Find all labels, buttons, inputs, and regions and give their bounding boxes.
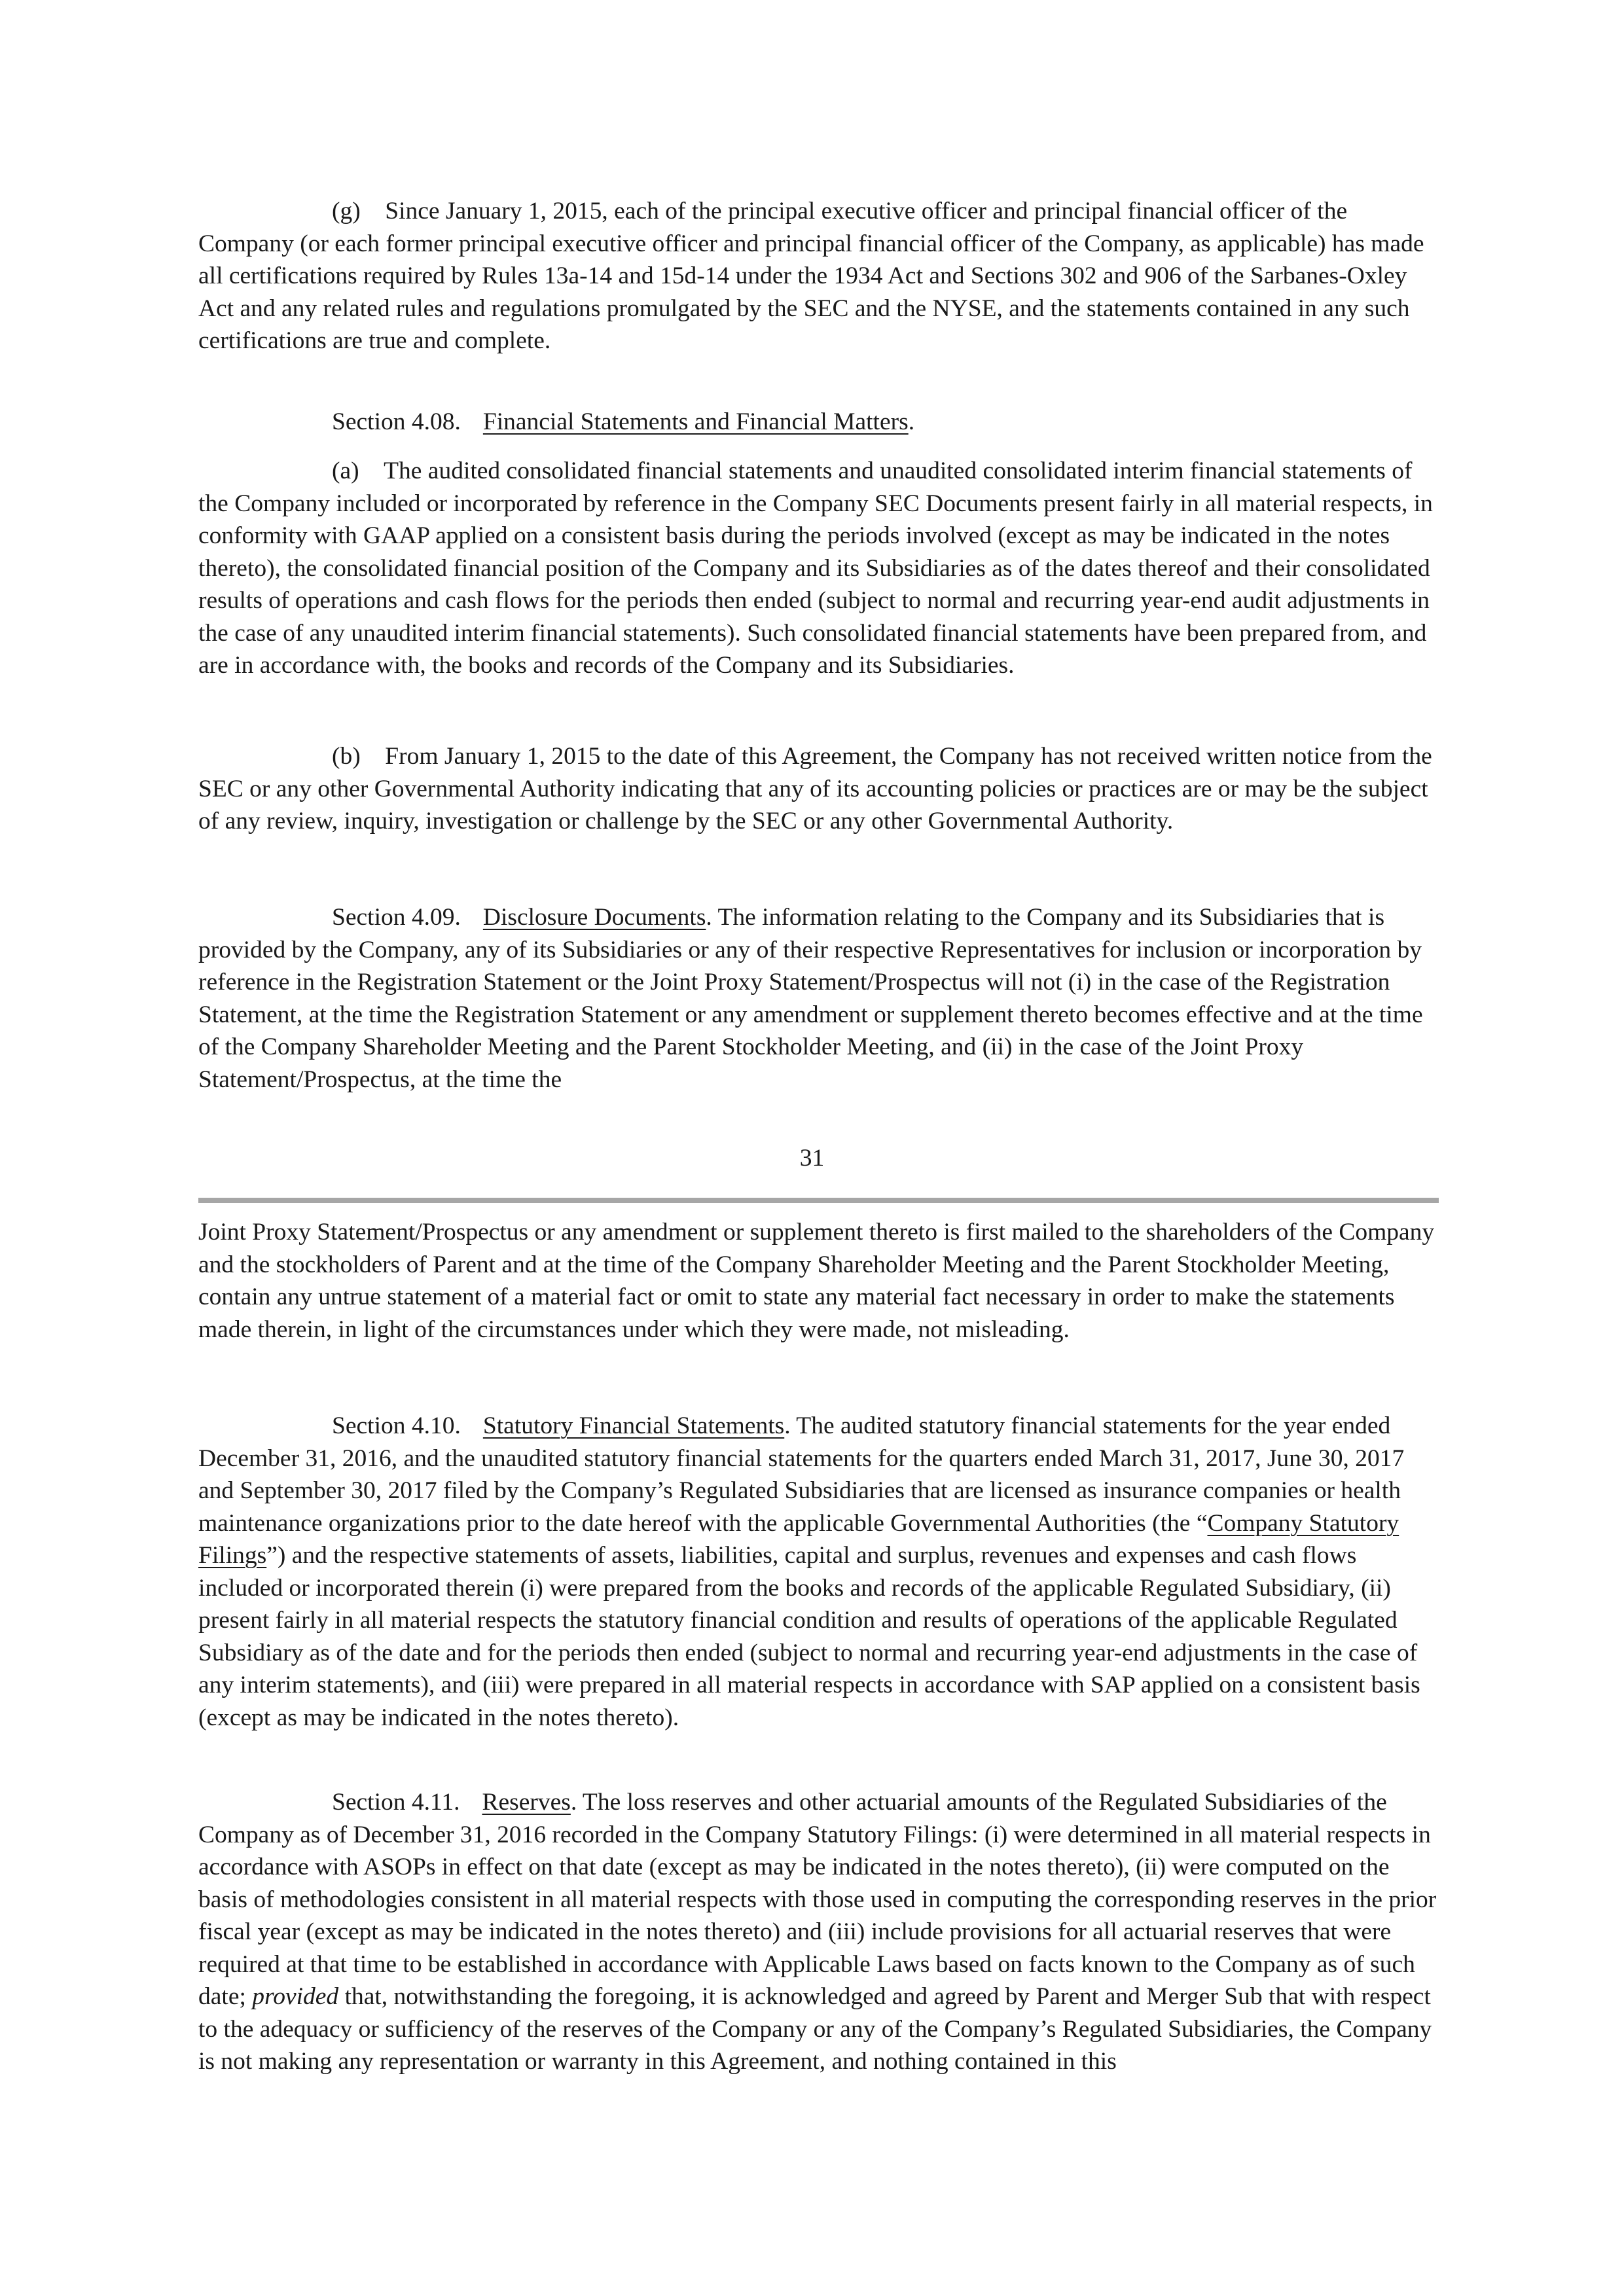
- section-title: Statutory Financial Statements: [482, 1412, 785, 1439]
- section-title: Reserves: [482, 1789, 571, 1816]
- section-4-08-b: [198, 740, 1439, 838]
- paragraph-b: (b) From January 1, 2015 to the date of this Agreement, the Company has not received written notice from the SEC or any other Governmental Authority indicating that any of its accounting policies or practices are or may be the subject of any review, inquiry, investigation or challenge by the SEC or any other Governmental Authority.: [198, 743, 1432, 834]
- section-4-08-heading: Section 4.08. Financial Statements and Financial Matters.: [332, 408, 915, 435]
- section-4-09: [198, 901, 1439, 1096]
- section-text: . The information relating to the Company and its Subsidiaries that is provided by the Company, any of its Subsidiaries or any of their respective Representatives for inclusion or incorporation by reference in the Registration Statement or the Joint Proxy Statement/Prospectus will not (i) in the case of the Registration Statement, at the time the Registration Statement or any amendment or supplement thereto becomes effective and at the time of the Company Shareholder Meeting and the Parent Stockholder Meeting, and (ii) in the case of the Joint Proxy Statement/Prospectus, at the time the: [198, 904, 1423, 1093]
- section-number: Section 4.10.: [332, 1412, 461, 1439]
- section-title: Financial Statements and Financial Matters: [482, 408, 909, 435]
- section-4-11: Section 4.11. Reserves. The loss reserves and other actuarial amounts of the Regulated Subsidiaries of the Company as of December 31, 2016 recorded in the Company Statutory Filings: (i) were determined in all material respects in accordance with ASOPs in effect on that date (except as may be indicated in the notes thereto), (ii) were computed on the basis of methodologies consistent in all material respects with those used in computing the corresponding reserves in the prior fiscal year (except as may be indicated in the notes thereto) and (iii) include provisions for all actuarial reserves that were required at that time to be established in accordance with Applicable Laws based on facts known to the Company as of such date; provided that, notwithstanding the foregoing, it is acknowledged and agreed by Parent and Merger Sub that with respect to the adequacy or sufficiency of the reserves of the Company or any of the Company’s Regulated Subsidiaries, the Company is not making any representation or warranty in this Agreement, and nothing contained in this: [198, 1789, 1437, 2075]
- section-title: Disclosure Documents: [482, 904, 706, 931]
- paragraph-g: (g) Since January 1, 2015, each of the principal executive officer and principal financial officer of the Company (or each former principal executive officer and principal financial officer of the Company, as applicable) has made all certifications required by Rules 13a-14 and 15d-14 under the 1934 Act and Sections 302 and 906 of the Sarbanes-Oxley Act and any related rules and regulations promulgated by the SEC and the NYSE, and the statements contained in any such certifications are true and complete.: [198, 198, 1424, 354]
- section-4-08-a: [198, 455, 1439, 682]
- section-4-10: Section 4.10. Statutory Financial Statements. The audited statutory financial statements for the year ended December 31, 2016, and the unaudited statutory financial statements for the quarters ended March 31, 2017, June 30, 2017 and September 30, 2017 filed by the Company’s Regulated Subsidiaries that are licensed as insurance companies or health maintenance organizations prior to the date hereof with the applicable Governmental Authorities (the “Company Statutory Filings”) and the respective statements of assets, liabilities, capital and surplus, revenues and expenses and cash flows included or incorporated therein (i) were prepared from the books and records of the applicable Regulated Subsidiary, (ii) present fairly in all material respects the statutory financial condition and results of operations of the applicable Regulated Subsidiary as of the date and for the periods then ended (subject to normal and recurring year-end adjustments in the case of any interim statements), and (iii) were prepared in all material respects in accordance with SAP applied on a consistent basis (except as may be indicated in the notes thereto).: [198, 1412, 1420, 1731]
- paragraph-a: (a) The audited consolidated financial statements and unaudited consolidated interim financial statements of the Company included or incorporated by reference in the Company SEC Documents present fairly in all material respects, in conformity with GAAP applied on a consistent basis during the periods involved (except as may be indicated in the notes thereto), the consolidated financial position of the Company and its Subsidiaries as of the dates thereof and their consolidated results of operations and cash flows for the periods then ended (subject to normal and recurring year-end audit adjustments in the case of any unaudited interim financial statements). Such consolidated financial statements have been prepared from, and are in accordance with, the books and records of the Company and its Subsidiaries.: [198, 457, 1433, 679]
- continuation-text: Joint Proxy Statement/Prospectus or any amendment or supplement thereto is first mailed to the shareholders of the Company and the stockholders of Parent and at the time of the Company Shareholder Meeting and the Parent Stockholder Meeting, contain any untrue statement of a material fact or omit to state any material fact necessary in order to make the statements made therein, in light of the circumstances under which they were made, not misleading.: [198, 1219, 1435, 1343]
- continuation-paragraph: [198, 1216, 1439, 1346]
- section-number: Section 4.09.: [332, 904, 461, 931]
- section-number: Section 4.08.: [332, 408, 461, 435]
- page-number: 31: [799, 1145, 825, 1172]
- page-divider: [198, 1198, 1439, 1203]
- italic-term: provided: [252, 1983, 339, 2010]
- section-number: Section 4.11.: [332, 1789, 460, 1816]
- page1-body: [198, 195, 1439, 357]
- defined-term: Company Statutory Filings: [198, 1509, 1399, 1569]
